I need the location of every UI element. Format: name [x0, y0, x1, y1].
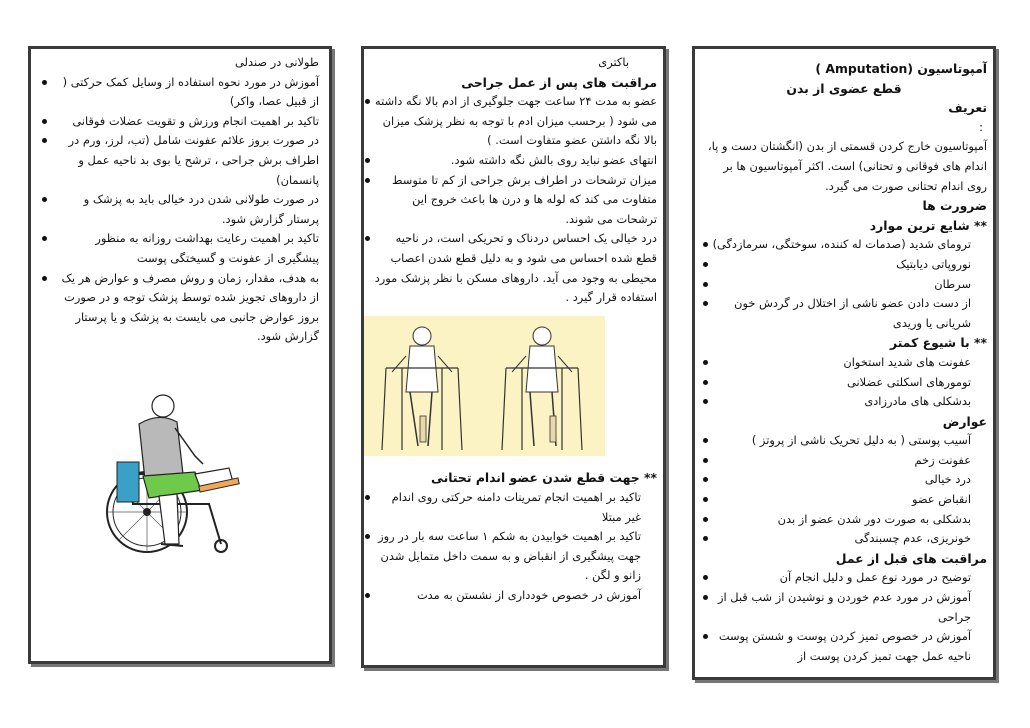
complications-heading: عوارض [942, 413, 987, 429]
list-item: آموزش در مورد عدم خوردن و نوشیدن از شب قبل از جراحی [701, 588, 971, 627]
left-care-list [55, 53, 319, 347]
continued-fragment: باکتری [598, 55, 629, 69]
right-panel [692, 46, 996, 680]
list-item: عفونت های شدید استخوان [701, 353, 971, 373]
list-item: نوروپاتی دیابتیک [701, 255, 971, 275]
list-item: درد خیالی یک احساس دردناک و تحریکی است، در ناحیه قطع شده احساس می شود و به دلیل قطع شدن اعصاب محیطی به وجود می آید. داروهای مسکن با نظر پزشک مورد استفاده قرار گیرد . [374, 229, 657, 307]
common-heading [701, 216, 987, 236]
middle-panel [361, 46, 666, 668]
list-item: آموزش در خصوص تمیز کردن پوست و شستن پوست ناحیه عمل جهت تمیز کردن پوست از [701, 627, 971, 666]
list-item: تاکید بر اهمیت رعایت بهداشت روزانه به منظور پیشگیری از عفونت و گسیختگی پوست [55, 229, 319, 268]
list-item: سرطان [701, 275, 971, 295]
lower-limb-heading-prefix: ** [644, 470, 657, 486]
list-item: درد خیالی [701, 470, 971, 490]
list-item: آموزش در مورد نحوه استفاده از وسایل کمک حرکتی ( از قبیل عصا، واکر) [55, 73, 319, 112]
lower-limb-heading [374, 468, 657, 488]
definition-heading: تعریف [948, 100, 987, 116]
list-item: انقباض عضو [701, 490, 971, 510]
definition-colon: : [979, 119, 983, 134]
page-subtitle: قطع عضوی از بدن [786, 80, 902, 96]
list-item: در صورت طولانی شدن درد خیالی باید به پزشک و پرستار گزارش شود. [55, 190, 319, 229]
lower-limb-heading-text: جهت قطع شدن عضو اندام تحتانی [431, 470, 640, 486]
list-item: توضیح در مورد نوع عمل و دلیل انجام آن [701, 568, 971, 588]
list-item: عضو به مدت ۲۴ ساعت جهت جلوگیری از ادم بالا نگه داشته می شود ( برحسب میزان ادم با توجه به نظر پزشک میزان بالا نگه داشتن عضو متفاوت است. ) [374, 92, 657, 151]
lower-limb-list [374, 488, 657, 606]
list-item: تومورهای اسکلتی عضلانی [701, 373, 971, 393]
list-item: عفونت زخم [701, 451, 971, 471]
less-common-heading-prefix: ** [974, 335, 987, 351]
list-item: در صورت بروز علائم عفونت شامل (تب، لرز، ورم در اطراف برش جراحی ، ترشح یا بوی بد ناحیه عمل و پانسمان) [55, 131, 319, 190]
preop-heading: مراقبت های قبل از عمل [835, 550, 987, 566]
prosthesis-walker-illustration [362, 316, 605, 456]
common-heading-prefix: ** [974, 217, 987, 233]
list-item: بدشکلی های مادرزادی [701, 392, 971, 412]
preop-list [701, 568, 987, 666]
necessity-heading: ضرورت ها [922, 198, 987, 214]
definition-text: آمپوتاسیون خارج کردن قسمتی از بدن (انگشتان دست و پا، اندام های فوقانی و تحتانی) است. اکثر آمپوتاسیون ها بر روی اندام تحتانی صورت می گیرد. [708, 139, 987, 193]
list-item: بدشکلی به صورت دور شدن عضو از بدن [701, 510, 971, 530]
list-item: طولانی در صندلی [235, 55, 319, 69]
left-panel [28, 46, 332, 664]
wheelchair-illustration [99, 394, 249, 559]
list-item: انتهای عضو نباید روی بالش نگه داشته شود. [374, 151, 657, 171]
list-item: ترومای شدید (صدمات له کننده، سوختگی، سرمازدگی) [701, 235, 971, 255]
list-item: از دست دادن عضو ناشی از اختلال در گردش خون شریانی یا وریدی [701, 294, 971, 333]
post-op-heading: مراقبت های پس از عمل جراحی [461, 74, 657, 90]
post-op-list [374, 92, 657, 308]
list-item: میزان ترشحات در اطراف برش جراحی از کم تا متوسط متفاوت می کند که لوله ها و درن ها باعث خروج این ترشحات می شوند. [374, 171, 657, 230]
list-item: تاکید بر اهمیت خوابیدن به شکم ۱ ساعت سه بار در روز جهت پیشگیری از انقباض و به سمت داخل متمایل شدن زانو و لگن . [374, 527, 641, 586]
list-item: تاکید بر اهمیت انجام ورزش و تقویت عضلات فوقانی [55, 112, 319, 132]
list-item: خونریزی، عدم چسبندگی [701, 529, 971, 549]
common-heading-text: شایع ترین موارد [869, 217, 970, 233]
less-common-heading-text: با شیوع کمتر [890, 335, 970, 351]
list-item: به هدف، مقدار، زمان و روش مصرف و عوارض هر یک از داروهای تجویز شده توسط پزشک توجه و در صورت بروز عوارض جانبی می بایست به پزشک و یا پرستار گزارش شود. [55, 269, 319, 347]
complications-list [701, 431, 987, 549]
less-common-heading [701, 333, 987, 353]
list-item: آموزش در خصوص خودداری از نشستن به مدت [374, 586, 641, 606]
list-item: تاکید بر اهمیت انجام تمرینات دامنه حرکتی روی اندام غیر مبتلا [374, 488, 641, 527]
common-causes-list [701, 235, 987, 333]
page-title: آمپوتاسیون (Amputation ) [815, 61, 987, 76]
less-common-list [701, 353, 987, 412]
list-item: آسیب پوستی ( به دلیل تحریک ناشی از پروتز ) [701, 431, 971, 451]
